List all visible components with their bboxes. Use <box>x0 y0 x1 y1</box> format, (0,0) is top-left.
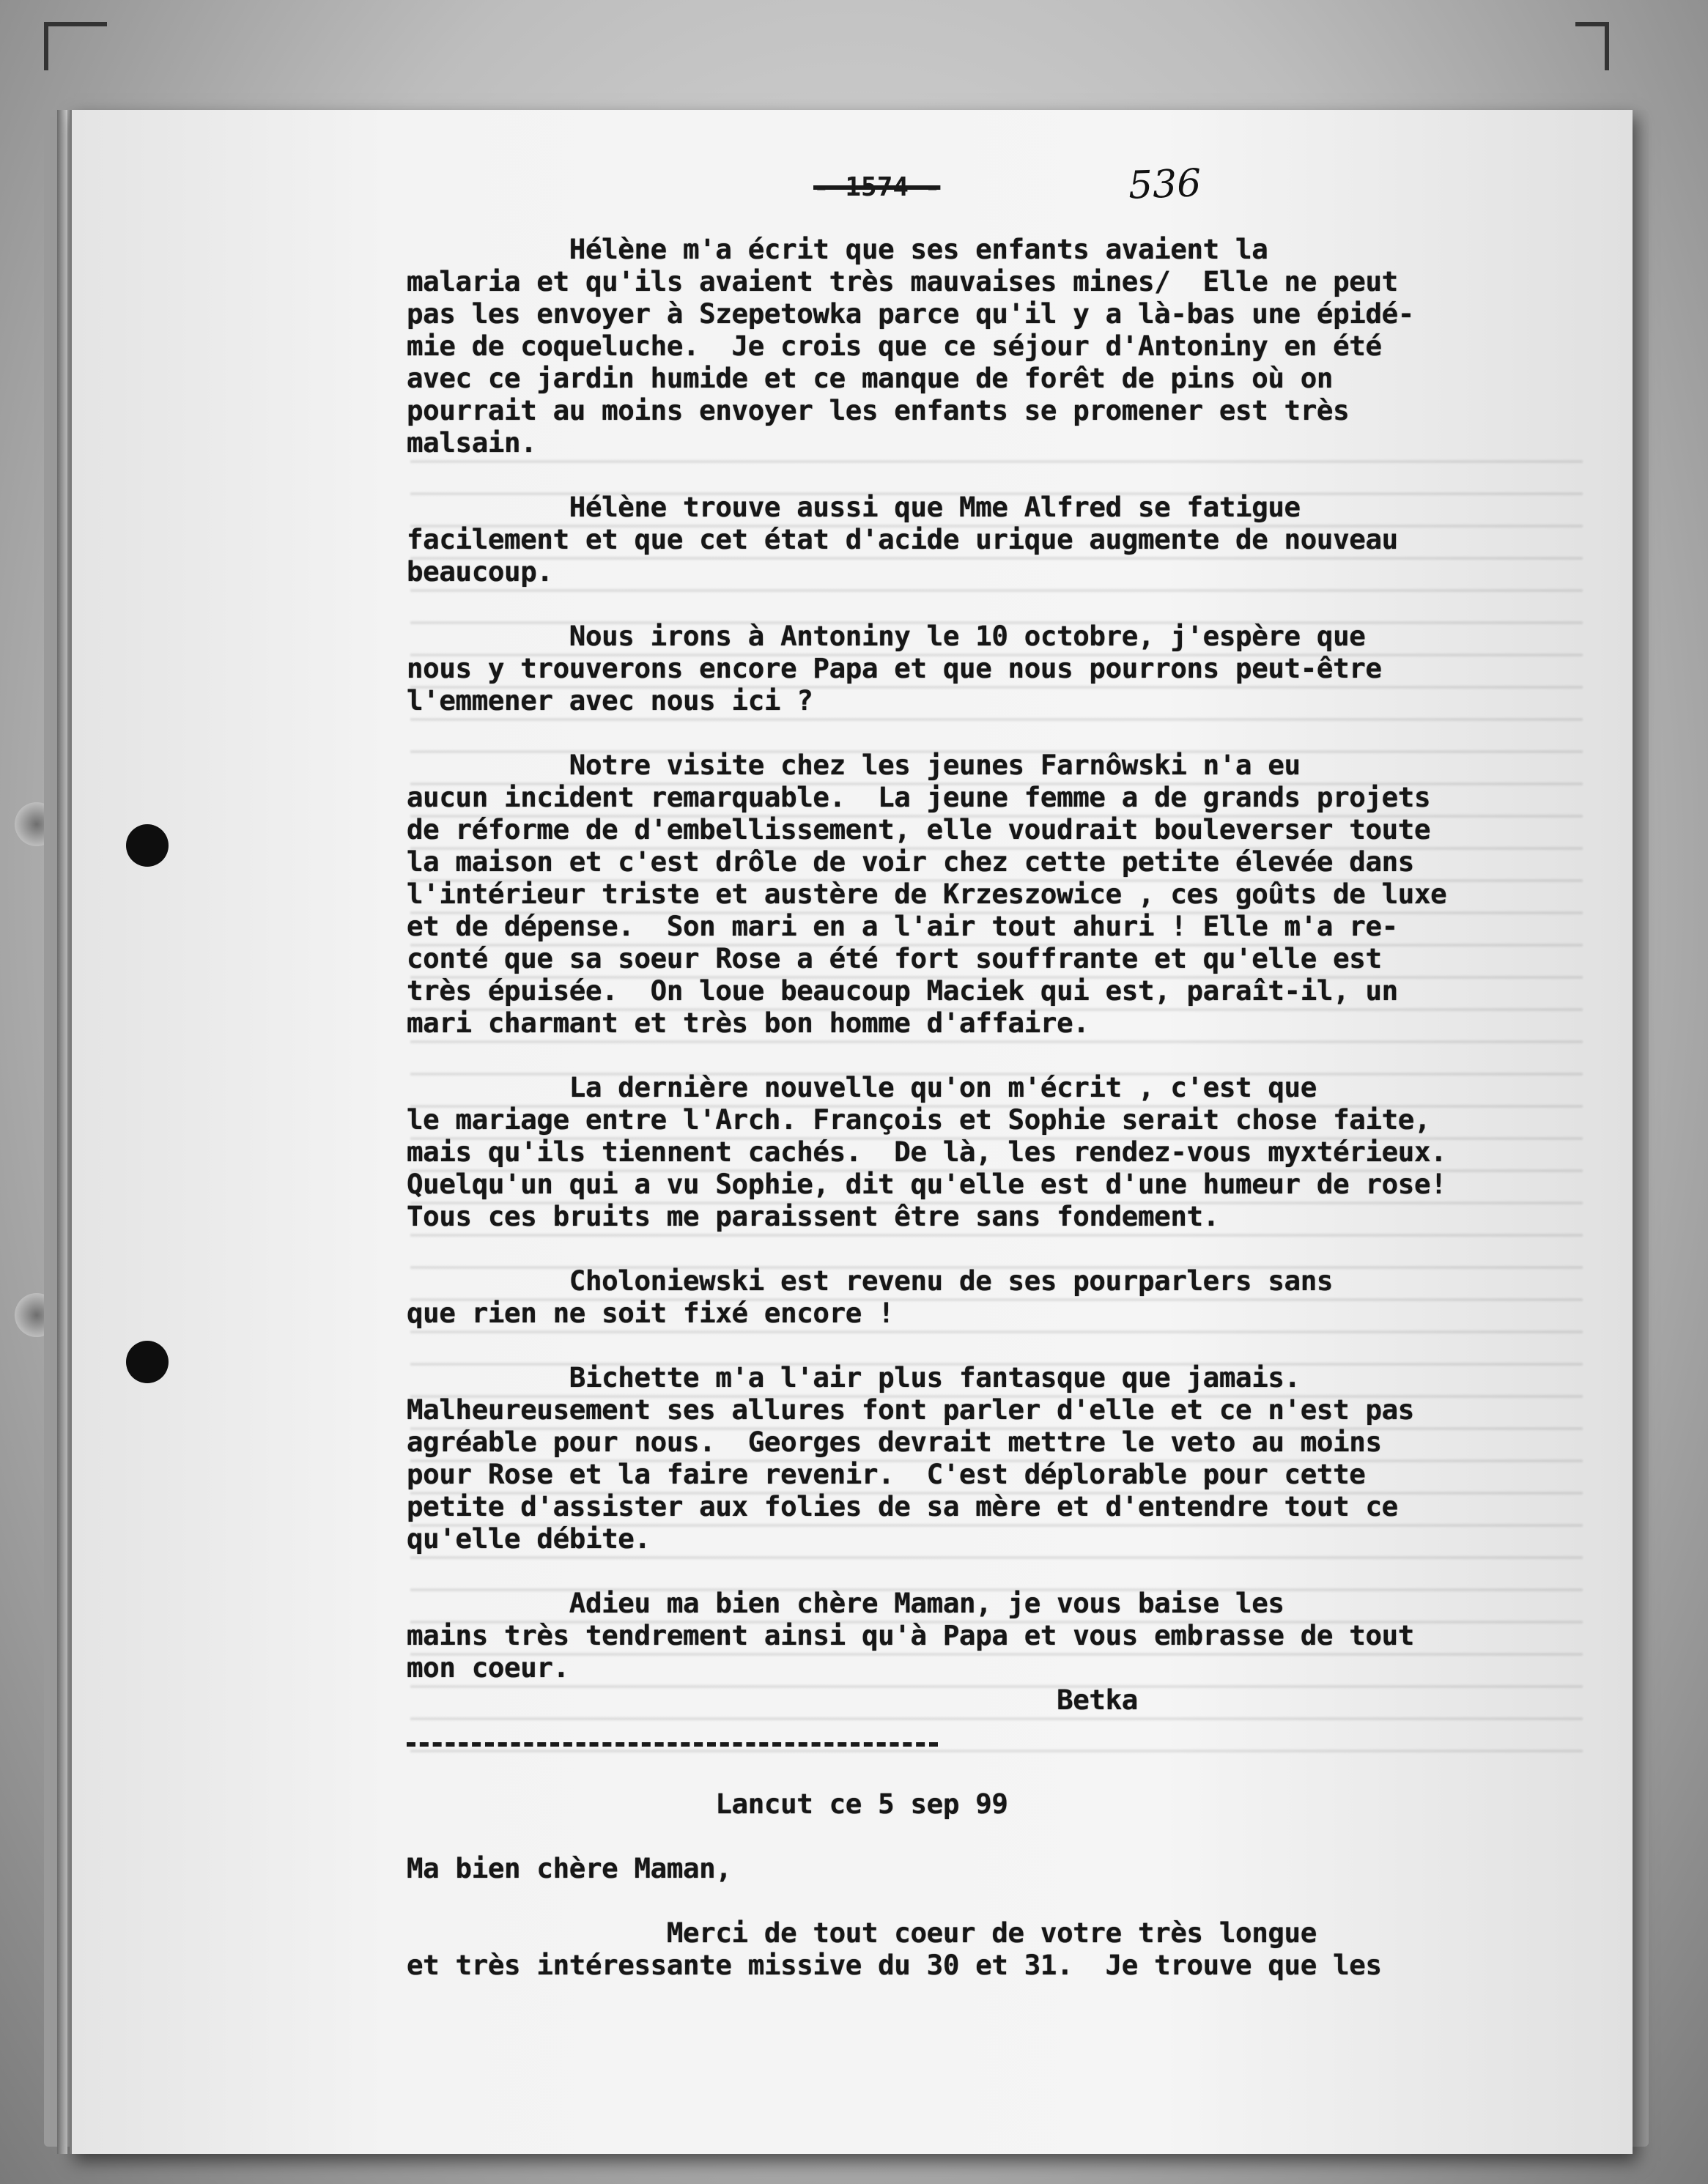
text-line: Notre visite chez les jeunes Farnôwski n'a eu <box>407 749 1301 781</box>
punch-hole-icon <box>126 824 169 867</box>
text-line: facilement et que cet état d'acide urique augmente de nouveau <box>407 523 1398 555</box>
text-line <box>407 1329 1446 1361</box>
text-line: Malheureusement ses allures font parler d'elle et ce n'est pas <box>407 1393 1414 1426</box>
text-line: petite d'assister aux folies de sa mère et d'entendre tout ce <box>407 1490 1398 1522</box>
text-line: malaria et qu'ils avaient très mauvaises mines/ Elle ne peut <box>407 265 1398 297</box>
punch-hole-icon <box>126 1341 169 1383</box>
text-line: mari charmant et très bon homme d'affaire. <box>407 1007 1090 1039</box>
text-line <box>407 1884 1382 1917</box>
text-line: Tous ces bruits me paraissent être sans fondement. <box>407 1200 1219 1232</box>
text-line: pour Rose et la faire revenir. C'est déplorable pour cette <box>407 1458 1366 1490</box>
text-line: que rien ne soit fixé encore ! <box>407 1297 895 1329</box>
letter-body <box>407 233 1446 1716</box>
text-line <box>407 717 1446 749</box>
text-line: le mariage entre l'Arch. François et Sophie serait chose faite, <box>407 1103 1431 1136</box>
text-line: qu'elle débite. <box>407 1522 651 1555</box>
crop-mark-top-right <box>1575 22 1609 70</box>
text-line: Ma bien chère Maman, <box>407 1852 732 1884</box>
text-line <box>407 1232 1446 1265</box>
text-line: beaucoup. <box>407 555 553 588</box>
text-line: Bichette m'a l'air plus fantasque que jamais. <box>407 1361 1301 1393</box>
text-line: et très intéressante missive du 30 et 31. Je trouve que les <box>407 1949 1382 1981</box>
text-line: Hélène m'a écrit que ses enfants avaient la <box>407 233 1268 265</box>
page-number-handwritten: 536 <box>1127 161 1202 208</box>
text-line: Merci de tout coeur de votre très longue <box>407 1917 1317 1949</box>
text-line: l'emmener avec nous ici ? <box>407 684 813 717</box>
text-line: de réforme de d'embellissement, elle voudrait bouleverser toute <box>407 813 1431 845</box>
text-line: mais qu'ils tiennent cachés. De là, les rendez-vous myxtérieux. <box>407 1136 1447 1168</box>
text-line: pas les envoyer à Szepetowka parce qu'il y a là-bas une épidé- <box>407 297 1414 330</box>
text-line <box>407 1820 1382 1852</box>
text-line: Hélène trouve aussi que Mme Alfred se fatigue <box>407 491 1301 523</box>
text-line: avec ce jardin humide et ce manque de forêt de pins où on <box>407 362 1334 394</box>
text-line: mains très tendrement ainsi qu'à Papa et vous embrasse de tout <box>407 1619 1414 1651</box>
text-line: Betka <box>407 1684 1138 1716</box>
page-edge <box>57 110 67 2154</box>
text-line: l'intérieur triste et austère de Krzeszowice , ces goûts de luxe <box>407 878 1447 910</box>
text-line: Adieu ma bien chère Maman, je vous baise les <box>407 1587 1284 1619</box>
text-line: La dernière nouvelle qu'on m'écrit , c'est que <box>407 1071 1317 1103</box>
text-line: pourrait au moins envoyer les enfants se promener est très <box>407 394 1350 426</box>
crop-mark-top-left <box>44 22 107 70</box>
text-line: agréable pour nous. Georges devrait mettre le veto au moins <box>407 1426 1382 1458</box>
text-line: nous y trouverons encore Papa et que nous pourrons peut-être <box>407 652 1382 684</box>
text-line: mon coeur. <box>407 1651 569 1684</box>
text-line: aucun incident remarquable. La jeune femme a de grands projets <box>407 781 1431 813</box>
text-line: Nous irons à Antoniny le 10 octobre, j'espère que <box>407 620 1366 652</box>
text-line <box>407 1039 1446 1071</box>
page-number-struck: - 1574 - <box>813 172 941 202</box>
text-line: Lancut ce 5 sep 99 <box>407 1788 1008 1820</box>
text-line <box>407 588 1446 620</box>
text-line: mie de coqueluche. Je crois que ce séjour d'Antoniny en été <box>407 330 1382 362</box>
text-line: la maison et c'est drôle de voir chez cette petite élevée dans <box>407 845 1414 878</box>
text-line: Quelqu'un qui a vu Sophie, dit qu'elle est d'une humeur de rose! <box>407 1168 1447 1200</box>
text-line: très épuisée. On loue beaucoup Maciek qui est, paraît-il, un <box>407 974 1398 1007</box>
separator-rule <box>407 1742 938 1747</box>
text-line: malsain. <box>407 426 537 459</box>
text-line: conté que sa soeur Rose a été fort souffrante et qu'elle est <box>407 942 1382 974</box>
text-line: et de dépense. Son mari en a l'air tout ahuri ! Elle m'a re- <box>407 910 1398 942</box>
next-letter-body <box>407 1788 1382 1981</box>
text-line <box>407 1555 1446 1587</box>
text-line <box>407 459 1446 491</box>
text-line: Choloniewski est revenu de ses pourparlers sans <box>407 1265 1334 1297</box>
